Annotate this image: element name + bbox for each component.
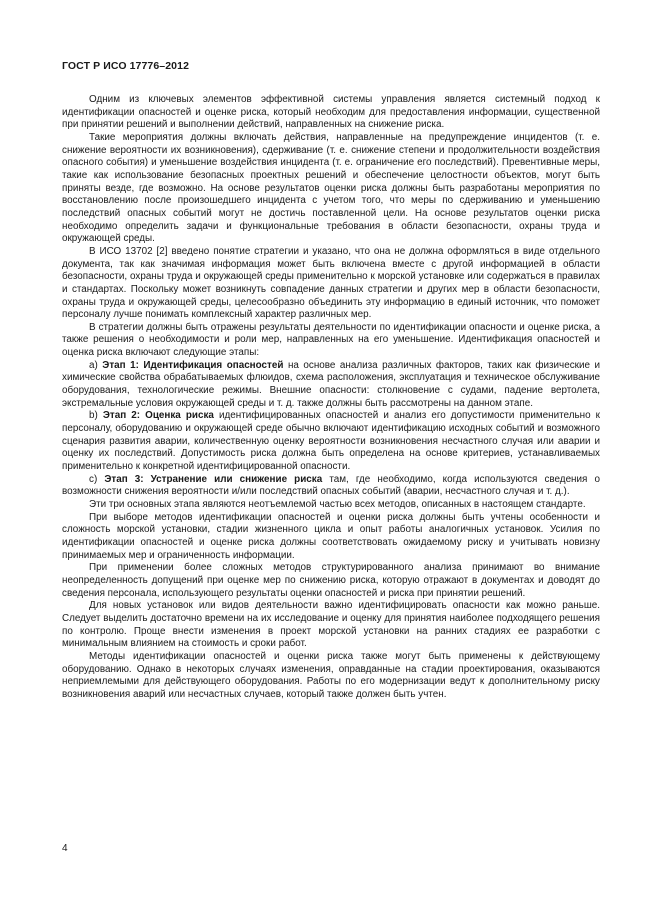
stage-text: там, где необходимо, когда используются сведения о возможности снижения вероятности и/или последствий опасных событий (аварии, несчастного случая и т. д.). xyxy=(62,473,600,498)
stage-label: Этап 1: Идентификация опасностей xyxy=(102,359,284,371)
paragraph: Такие мероприятия должны включать действия, направленные на предупреждение инцидентов (т. е. снижение вероятности их возникновения), сдерживание (т. е. снижение степени и продолжительности воздействия опасного события) и уменьшение воздействия инцидента (т. е. ограничение его последствий). Превентивные меры, такие как использование безопасных проектных решений и обеспечение целостности объектов, могут быть приняты везде, где возможно. На основе результатов оценки риска должны быть разработаны мероприятия по восстановлению после произошедшего инцидента с учетом того, что меры по сдерживанию и уменьшению последствий опасных событий могут не достичь поставленной цели. На основе результатов оценки риска необходимо определить задачи и функциональные требования в области безопасности, охраны труда и окружающей среды. xyxy=(62,131,600,245)
paragraph: При применении более сложных методов структурированного анализа принимают во внимание неопределенность допущений при оценке мер по снижению риска, которую отражают в документах и доводят до сведения персонала, использующего результаты оценки опасностей и риска при принятии решений. xyxy=(62,562,600,599)
list-marker: b) xyxy=(89,410,103,422)
paragraph: Методы идентификации опасностей и оценки риска также могут быть применены к действующему оборудованию. Однако в некоторых случаях изменения, оправданные на стадии проектирования, оказываются неприемлемыми для действующего оборудования. Работы по его модернизации ведут к дополнительному риску возникновения аварий или несчастных случаев, который также должен быть учтен. xyxy=(62,650,600,700)
paragraph: При выборе методов идентификации опасностей и оценки риска должны быть учтены особенности и сложность морской установки, стадии жизненного цикла и опыт работы аналогичных установок. Усилия по идентификации опасностей и оценке риска должны соответствовать ожидаемому риску и учитывать новизну принимаемых мер и ограниченность информации. xyxy=(62,511,600,561)
stage-text: идентифицированных опасностей и анализ его допустимости применительно к персоналу, оборудованию и окружающей среде обычно включают идентификацию исходных событий и возможного сценария развития аварии, количественную оценку вероятности возникновения несчастного случая или аварии и оценку их последствий. Допустимость риска должна быть определена на основе критериев, устанавливаемых применительно к конкретной идентифицированной опасности. xyxy=(62,410,600,473)
body-text xyxy=(62,94,600,702)
list-marker: а) xyxy=(89,359,103,371)
paragraph: В ИСО 13702 [2] введено понятие стратегии и указано, что она не должна оформляться в виде отдельного документа, так как значимая информация может быть включена вместе с другой информацией в области безопасности, охраны труда и окружающей среды применительно к морской установке или содержаться в правилах и стандартах. Поскольку может возникнуть совпадение данных стратегии и других мер в области безопасности, охраны труда и окружающей среды, целесообразно объединить эту информацию в единый источник, что поможет персоналу лучше понимать комплексный характер различных мер. xyxy=(62,245,600,321)
stage-label: Этап 3: Устранение или снижение риска xyxy=(104,473,323,485)
list-item-stage-3 xyxy=(62,474,600,499)
list-item-stage-1 xyxy=(62,360,600,411)
paragraph: В стратегии должны быть отражены результаты деятельности по идентификации опасности и оценке риска, а также решения о необходимости и роли мер, направленных на его уменьшение. Идентификация опасностей и оценка риска включают следующие этапы: xyxy=(62,321,600,359)
list-marker: c) xyxy=(89,473,105,485)
page-number: 4 xyxy=(62,843,68,854)
paragraph: Эти три основных этапа являются неотъемлемой частью всех методов, описанных в настоящем стандарте. xyxy=(89,499,586,510)
document-header: ГОСТ Р ИСО 17776–2012 xyxy=(62,60,190,72)
list-item-stage-2 xyxy=(62,410,600,473)
stage-label: Этап 2: Оценка риска xyxy=(102,410,214,422)
paragraph: Одним из ключевых элементов эффективной системы управления является системный подход к идентификации опасностей и оценке риска, который необходим для предоставления информации, существенной при принятии решений и выполнении действий, направленных на снижение риска. xyxy=(62,94,600,131)
stage-text: на основе анализа различных факторов, таких как физические и химические свойства обрабатываемых флюидов, схема расположения, эксплуатация и техническое обслуживание оборудования, технологические режимы. Внешние опасности: столкновение с судами, падение вертолета, экстремальные условия окружающей среды и т. д. также должны быть рассмотрены на данном этапе. xyxy=(62,359,600,409)
paragraph: Для новых установок или видов деятельности важно идентифицировать опасности как можно раньше. Следует выделить достаточно времени на их исследование и оценку для принятия наиболее подходящего решения по контролю. Проще внести изменения в проект морской установки на ранних стадиях ее разработки с минимальным влиянием на стоимость и сроки работ. xyxy=(62,600,600,650)
